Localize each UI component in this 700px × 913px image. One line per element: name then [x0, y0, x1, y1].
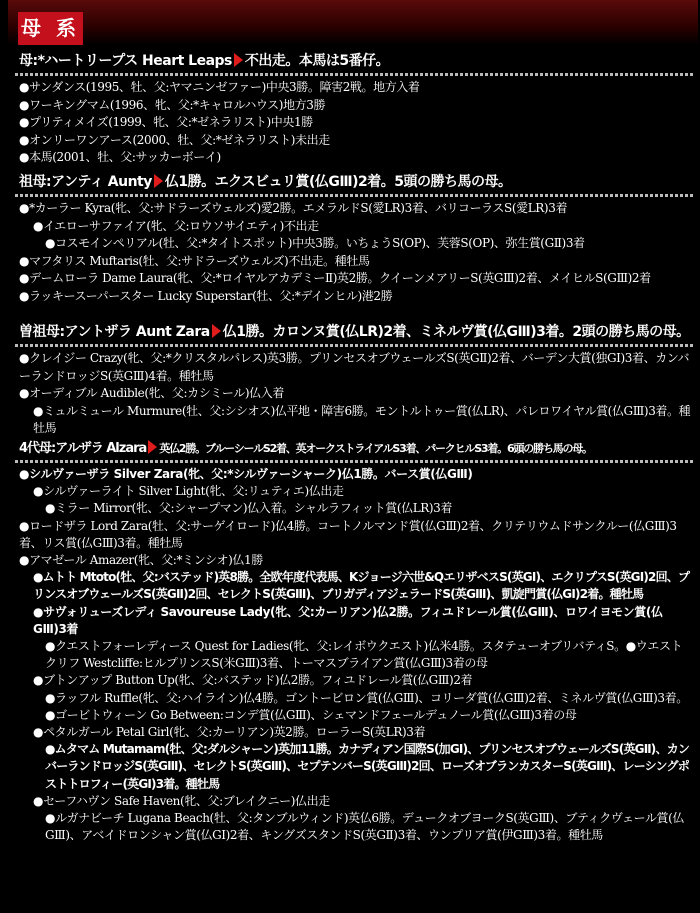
list-item: ●ブトンアップ Button Up(牝、父:バステッド)仏2勝。フィユドレール賞(仏GⅢ)2着 [33, 673, 473, 688]
arrow-right-icon [154, 174, 163, 188]
list-item: ●クレイジー Crazy(牝、父:*クリスタルパレス)英3勝。プリンセスオブウェールズS(英GⅡ)2着、バーデン大賞(独GⅠ)3着、カンバーランドロッジS(英GⅢ)4着。種牡馬 [19, 351, 690, 383]
section-fourth-dam [15, 437, 693, 844]
section-head-summary: 不出走。本馬は5番仔。 [244, 53, 390, 69]
list-item: ●ムトト Mtoto(牡、父:バステッド)英8勝。全欧年度代表馬、Kジョージ六世&QエリザベスS(英GⅠ)、エクリプスS(英GⅠ)2回、プリンスオブウェールズS(英GⅡ)2回、セレクトS(英GⅢ)、ブリガディアジェラードS(英GⅢ)、凱旋門賞(仏GⅠ)2着。種牡馬 [33, 570, 690, 602]
list-item: ●セーフハヴン Safe Haven(牝、父:ブレイクニー)仏出走 [33, 793, 330, 808]
section-header [15, 321, 693, 344]
title-bar [8, 0, 698, 45]
list-item: ●イエローサファイア(牝、父:ロウソサイエティ)不出走 [33, 218, 319, 233]
list-item: ●シルヴァーライト Silver Light(牝、父:リュティエ)仏出走 [33, 484, 344, 499]
section-great-granddam [15, 321, 693, 438]
list-item: ●ルガナビーチ Lugana Beach(牡、父:タンブルウィンド)英仏6勝。デュークオブヨークS(英GⅢ)、ブティクヴェール賞(仏GⅢ)、アベイドロンシャン賞(仏GⅠ)2着、キングズスタンドS(英GⅡ)3着、ウンプリア賞(伊GⅢ)3着。種牡馬 [45, 811, 685, 843]
list-item: ●オーディブル Audible(牝、父:カシミール)仏入着 [19, 386, 284, 400]
list-item: ●サンダンス(1995、牡、父:ヤマニンゼファー)中央3勝。障害2戦。地方入着 [19, 80, 420, 94]
section-body [15, 76, 693, 167]
list-item: ●ワーキングマム(1996、牝、父:*キャロルハウス)地方3勝 [19, 97, 326, 112]
arrow-right-icon [234, 53, 243, 67]
list-item: ●ミラー Mirror(牝、父:シャープマン)仏入着。シャルラフィット賞(仏LR)3着 [45, 501, 453, 516]
list-item: ●サヴォリューズレディ Savoureuse Lady(牝、父:カーリアン)仏2勝。フィユドレール賞(仏GⅢ)、ロワイヨモン賞(仏GⅢ)3着 [33, 604, 663, 636]
list-item: ●コスモインペリアル(牡、父:*タイトスポット)中央3勝。いちょうS(OP)、芙蓉S(OP)、弥生賞(GⅡ)3着 [45, 236, 585, 250]
section-head-summary: 仏1勝。カロンヌ賞(仏LR)2着、ミネルヴ賞(仏GⅢ)3着。2頭の勝ち馬の母。 [222, 324, 690, 340]
list-item: ●本馬(2001、牡、父:サッカーボーイ) [19, 150, 221, 164]
list-item: ●アマゼール Amazer(牝、父:*ミンシオ)仏1勝 [19, 553, 263, 568]
list-item: ●ロードザラ Lord Zara(牡、父:サーゲイロード)仏4勝。コートノルマンド賞(仏GⅢ)2着、クリテリウムドサンクルー(仏GⅢ)3着、リス賞(仏GⅢ)3着。種牡馬 [19, 518, 677, 550]
list-item: ●*カーラー Kyra(牝、父:サドラーズウェルズ)愛2勝。エメラルドS(愛LR)3着、バリコーラスS(愛LR)3着 [19, 201, 568, 215]
list-item: ●ペタルガール Petal Girl(牝、父:カーリアン)英2勝。ローラーS(英LR)3着 [33, 725, 426, 740]
section-head-name: 母:*ハートリープス Heart Leaps [19, 53, 232, 69]
section-dam [15, 50, 693, 167]
section-head-summary: 英仏2勝。ブルーシールS2着、英オークストライアルS3着、パークヒルS3着。6頭の勝ち馬の母。 [159, 442, 592, 455]
section-header [15, 437, 693, 460]
section-header [15, 171, 693, 194]
list-item: ●オンリーワンアース(2000、牡、父:*ゼネラリスト)未出走 [19, 132, 330, 147]
section-head-summary: 仏1勝。エクスビュリ賞(仏GⅢ)2着。5頭の勝ち馬の母。 [164, 174, 512, 190]
list-item: ●クエストフォーレディース Quest for Ladies(牝、父:レイボウクエスト)仏米4勝。スタテューオブリバティS。●ウエストクリフ Westcliffe:ヒルプリンスS(米GⅢ)3着、トーマスブライアン賞(仏GⅢ)3着の母 [45, 639, 683, 671]
page-title: 母 系 [18, 12, 83, 45]
arrow-right-icon [148, 440, 157, 454]
list-item: ●プリティメイズ(1999、牝、父:*ゼネラリスト)中央1勝 [19, 115, 313, 129]
section-head-name: 祖母:アンティ Aunty [19, 174, 152, 190]
list-item: ●ミュルミュール Murmure(牡、父:シシオス)仏平地・障害6勝。モントルトゥー賞(仏LR)、パレロワイヤル賞(仏GⅢ)3着。種牡馬 [33, 403, 691, 435]
section-head-name: 4代母:アルザラ Alzara [19, 441, 147, 456]
arrow-right-icon [212, 324, 221, 338]
section-granddam [15, 171, 693, 305]
section-body [15, 463, 693, 844]
list-item: ●マフタリス Muftaris(牡、父:サドラーズウェルズ)不出走。種牡馬 [19, 253, 370, 268]
list-item: ●デームローラ Dame Laura(牝、父:*ロイヤルアカデミーⅡ)英2勝。クイーンメアリーS(英GⅢ)2着、メイヒルS(GⅢ)2着 [19, 271, 651, 285]
list-item: ●ラッキースーパースター Lucky Superstar(牡、父:*デインヒル)港2勝 [19, 288, 393, 303]
list-item: ●ムタマム Mutamam(牡、父:ダルシャーン)英加11勝。カナディアン国際S(加GⅠ)、プリンセスオブウェールズS(英GⅡ)、カンバーランドロッジS(英GⅢ)、セレクトS(英GⅢ)、セプテンバーS(英GⅢ)2回、ローズオブランカスターS(英GⅢ)、レーシングポストトロフィー(英GⅠ)3着。種牡馬 [45, 742, 690, 791]
list-item: ●シルヴァーザラ Silver Zara(牝、父:*シルヴァーシャーク)仏1勝。バース賞(仏GⅢ) [19, 467, 473, 481]
section-head-name: 曽祖母:アントザラ Aunt Zara [19, 324, 210, 340]
section-body [15, 197, 693, 305]
section-body [15, 347, 693, 438]
section-header [15, 50, 693, 73]
list-item: ●ラッフル Ruffle(牝、父:ハイライン)仏4勝。ゴントービロン賞(仏GⅢ)、コリーダ賞(仏GⅢ)2着、ミネルヴ賞(仏GⅢ)3着。●ゴービトウィーン Go Between:コンデ賞(仏GⅢ)、シェマンドフェールデュノール賞(仏GⅢ)3着の母 [45, 690, 688, 722]
